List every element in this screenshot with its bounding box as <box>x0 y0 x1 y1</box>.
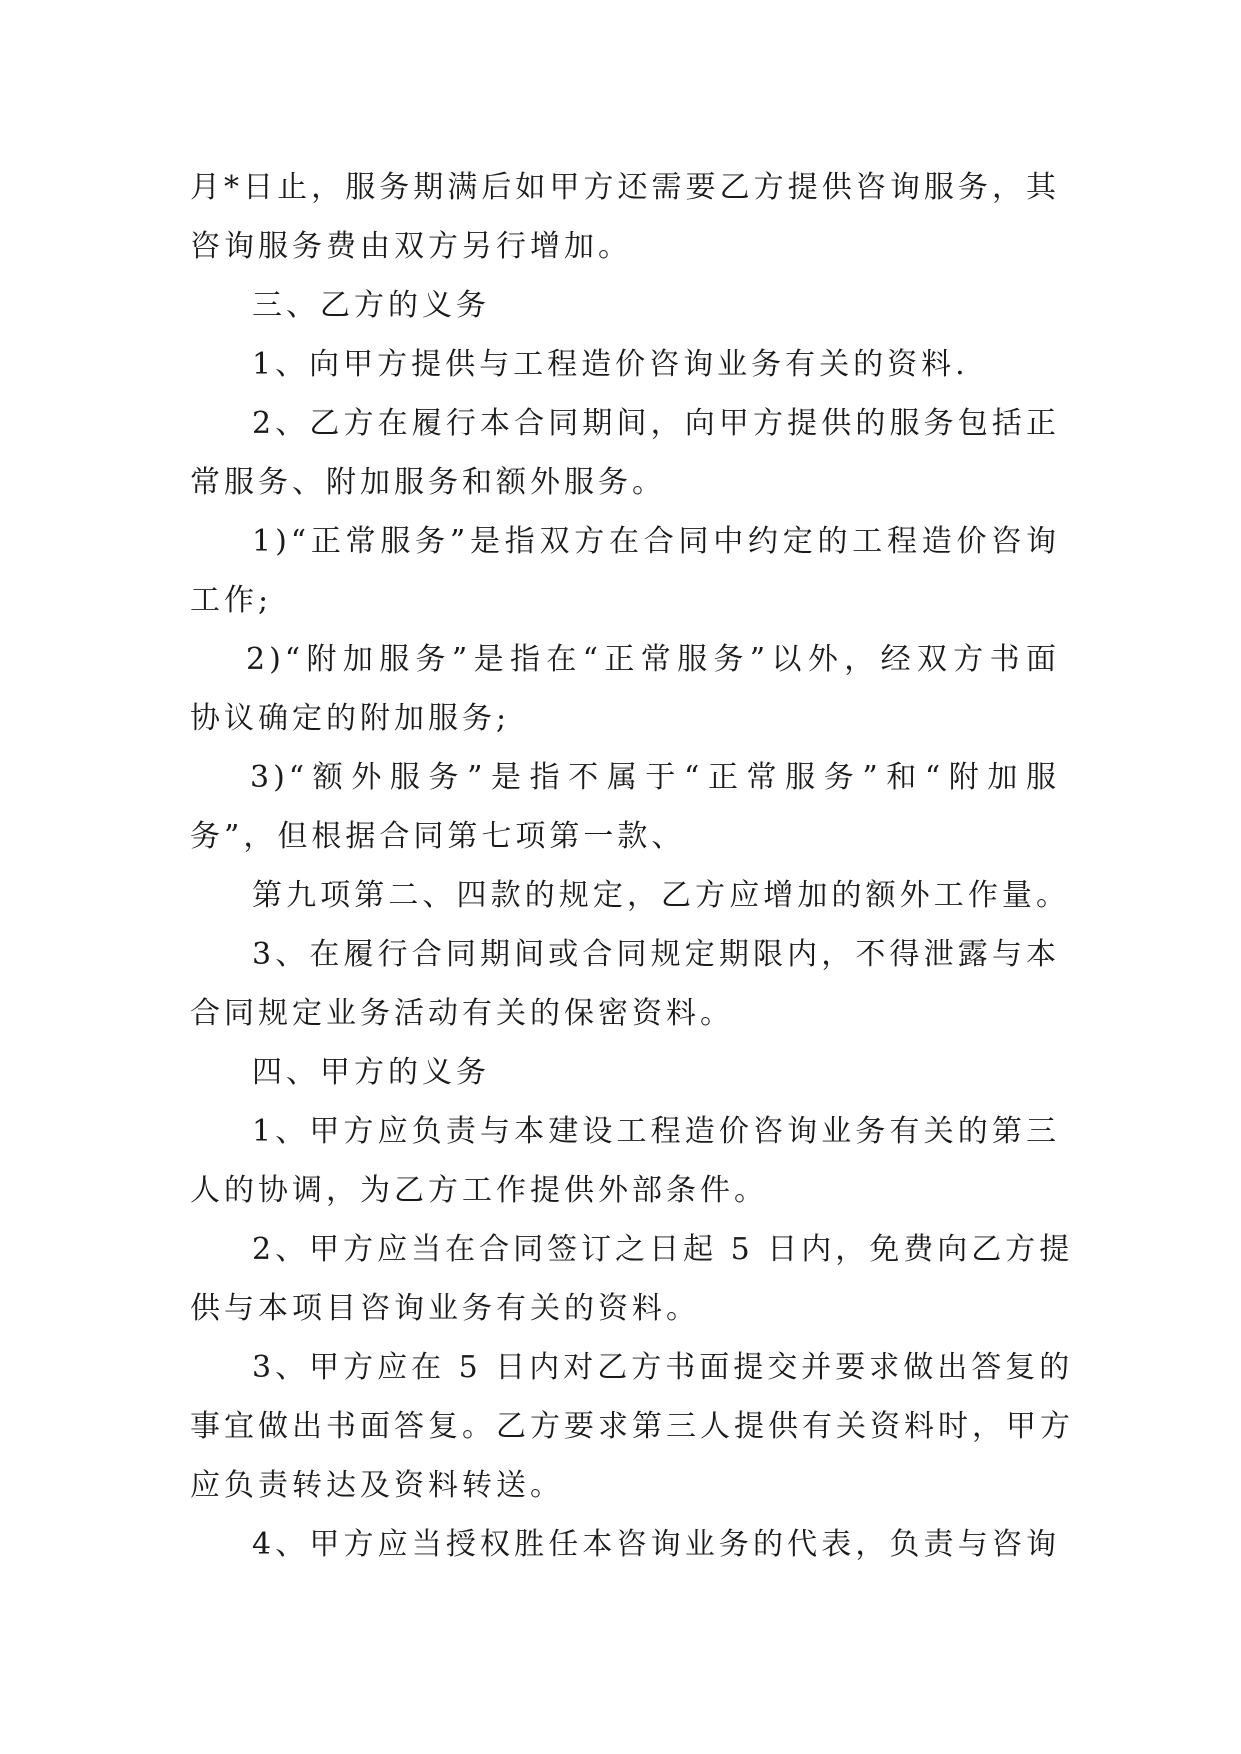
text-line: 3)“额外服务”是指不属于“正常服务”和“附加服 <box>250 760 1060 795</box>
text-line: 1)“正常服务”是指双方在合同中约定的工程造价咨询 <box>252 524 1060 559</box>
text-line: 人的协调，为乙方工作提供外部条件。 <box>190 1173 768 1208</box>
text-line: 第九项第二、四款的规定，乙方应增加的额外工作量。 <box>252 878 1070 913</box>
text-line: 2、甲方应当在合同签订之日起 5 日内，免费向乙方提 <box>252 1232 1074 1267</box>
text-line: 合同规定业务活动有关的保密资料。 <box>190 996 734 1031</box>
section-heading: 三、乙方的义务 <box>252 288 490 323</box>
text-line: 工作; <box>190 583 273 618</box>
text-line: 1、甲方应负责与本建设工程造价咨询业务有关的第三 <box>252 1114 1060 1149</box>
text-line: 应负责转达及资料转送。 <box>190 1468 564 1503</box>
text-line: 2)“附加服务”是指在“正常服务”以外，经双方书面 <box>246 642 1060 677</box>
text-line: 咨询服务费由双方另行增加。 <box>190 229 632 264</box>
text-line: 供与本项目咨询业务有关的资料。 <box>190 1291 700 1326</box>
text-line: 1、向甲方提供与工程造价咨询业务有关的资料. <box>252 347 969 382</box>
text-line: 务”，但根据合同第七项第一款、 <box>190 819 686 854</box>
text-line: 常服务、附加服务和额外服务。 <box>190 465 666 500</box>
section-heading: 四、甲方的义务 <box>252 1055 490 1090</box>
text-line: 月*日止，服务期满后如甲方还需要乙方提供咨询服务，其 <box>190 170 1060 205</box>
text-line: 2、乙方在履行本合同期间，向甲方提供的服务包括正 <box>252 406 1060 441</box>
document-body <box>190 158 1074 1574</box>
text-line: 3、甲方应在 5 日内对乙方书面提交并要求做出答复的 <box>252 1350 1074 1385</box>
text-line: 事宜做出书面答复。乙方要求第三人提供有关资料时，甲方 <box>190 1409 1074 1444</box>
text-line: 3、在履行合同期间或合同规定期限内，不得泄露与本 <box>252 937 1060 972</box>
text-line: 协议确定的附加服务; <box>190 701 511 736</box>
text-line: 4、甲方应当授权胜任本咨询业务的代表，负责与咨询 <box>252 1527 1060 1562</box>
